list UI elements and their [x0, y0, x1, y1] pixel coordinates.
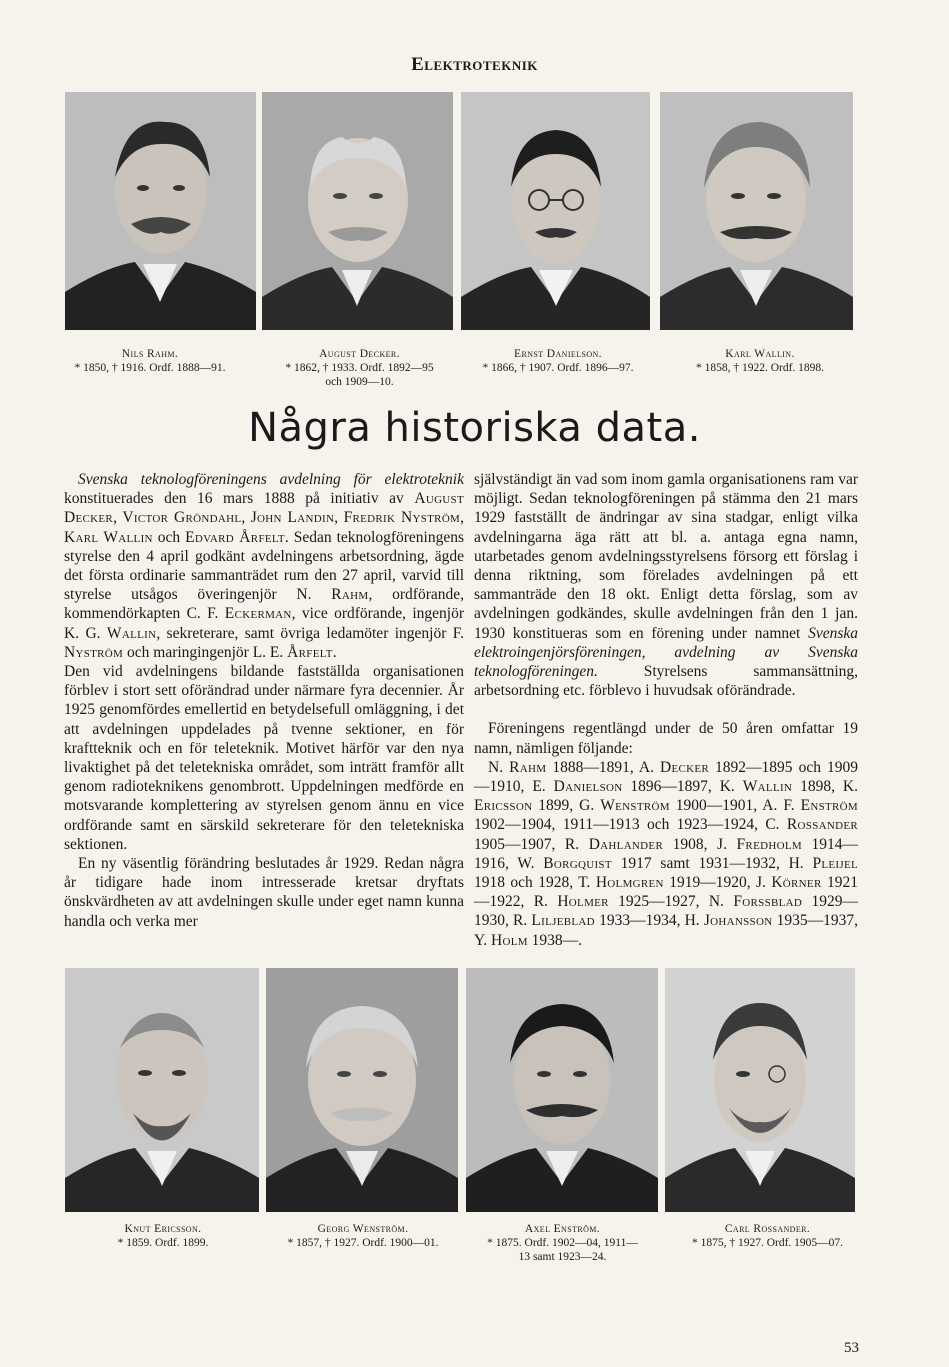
portrait-dates: * 1866, † 1907. Ordf. 1896—97. [482, 362, 634, 374]
man-portrait-icon [466, 968, 658, 1212]
portrait-caption-2 [257, 347, 462, 389]
text-column-right [474, 470, 858, 950]
portrait-dates: * 1875, † 1927. Ordf. 1905—07. [691, 1237, 844, 1249]
paragraph: Den vid avdelningens bildande fastställda organisationen förblev i stort sett oförändrad under närmare fyra decennier. År 1925 genomfördes emellertid en betydelsefull omläggning, i det att avdelningen uppdelades på tvenne sektioner, en för kraftteknik och en för teleteknik. Motivet härför var den nya livaktighet på det teletekniska området, som inträtt framför allt genom radioteknikens genombrott. Uppdelningen medförde en motsvarande komplettering av styrelsen genom ännu en vice ordförande samt en särskild sekreterare för den teletekniska sektionen. [64, 663, 464, 853]
portrait-dates: * 1850, † 1916. Ordf. 1888—91. [74, 362, 226, 374]
portrait-dates: * 1857, † 1927. Ordf. 1900—01. [287, 1237, 439, 1249]
paragraph: Föreningens regentlängd under de 50 åren omfattar 19 namn, nämligen följande: [474, 720, 858, 757]
paragraph: En ny väsentlig förändring beslutades år 1929. Redan några år tidigare hade inom intresserade kretsar dryftats önskvärdheten av att avdelningen skulle under eget namn kunna handla och verka mer [64, 855, 464, 930]
portrait-caption-6 [258, 1222, 468, 1250]
portrait-dates: * 1875. Ordf. 1902—04, 1911— 13 samt 1923—24. [487, 1237, 638, 1263]
portrait-name: Axel Enström. [524, 1223, 601, 1235]
portrait-photo-8 [665, 968, 855, 1212]
portrait-caption-4 [660, 347, 860, 375]
man-portrait-icon [665, 968, 855, 1212]
portrait-dates: * 1862, † 1933. Ordf. 1892—95 och 1909—10. [285, 362, 434, 388]
paragraph: N. Rahm 1888—1891, A. Decker 1892—1895 och 1909—1910, E. Danielson 1896—1897, K. Wallin 1898, K. Ericsson 1899, G. Wenström 1900—1901, A. F. Enström 1902—1904, 1911—1913 och 1923—1924, C. Rossander 1905—1907, R. Dahlander 1908, J. Fredholm 1914—1916, W. Borgquist 1917 samt 1931—1932, H. Pleijel 1918 och 1928, T. Holmgren 1919—1920, J. Körner 1921—1922, R. Holmer 1925—1927, N. Forssblad 1929—1930, R. Liljeblad 1933—1934, H. Johansson 1935—1937, Y. Holm 1938—. [474, 758, 859, 949]
portrait-caption-5 [58, 1222, 268, 1250]
portrait-name: Karl Wallin. [725, 348, 795, 360]
paragraph: självständigt än vad som inom gamla organisationens ram var möjligt. Sedan teknologföreningen på stämma den 21 mars 1929 fastställt de ändringar av sina stadgar, enligt vilka avdelningarna äga rätt att bl. a. antaga egna namn, utarbetades genom avdelningsstyrelsens försorg ett förslag i denna riktning, som förelades avdelningen på ett sammanträde den 18 okt. Enligt detta förslag, som av avdelningen godkändes, skulle avdelningen från den 1 jan. 1930 konstitueras som en förening under namnet Svenska elektroingenjörsföreningen, avdelning av Svenska teknologföreningen. Styrelsens sammansättning, arbetsordning etc. förblevo i huvudsak oförändrade. [474, 471, 858, 700]
portrait-photo-7 [466, 968, 658, 1212]
portrait-photo-6 [266, 968, 458, 1212]
portrait-caption-8 [660, 1222, 875, 1250]
portrait-dates: * 1858, † 1922. Ordf. 1898. [695, 362, 825, 374]
page-number: 53 [844, 1340, 859, 1356]
portrait-caption-1 [40, 347, 260, 375]
man-portrait-icon [65, 92, 256, 330]
portrait-photo-1 [65, 92, 256, 330]
portrait-photo-2 [262, 92, 453, 330]
portrait-name: Nils Rahm. [121, 348, 179, 360]
portrait-name: Ernst Danielson. [514, 348, 602, 360]
page-title: Några historiska data. [248, 405, 701, 451]
portrait-photo-3 [461, 92, 650, 330]
man-portrait-icon [65, 968, 259, 1212]
portrait-photo-4 [660, 92, 853, 330]
portrait-photo-5 [65, 968, 259, 1212]
portrait-caption-7 [460, 1222, 665, 1264]
portrait-name: August Decker. [319, 348, 400, 360]
man-portrait-icon [461, 92, 650, 330]
man-portrait-icon [660, 92, 853, 330]
portrait-name: Knut Ericsson. [124, 1223, 202, 1235]
portrait-caption-3 [458, 347, 658, 375]
man-portrait-icon [262, 92, 453, 330]
man-portrait-icon [266, 968, 458, 1212]
portrait-name: Carl Rossander. [724, 1223, 811, 1235]
text-column-left [64, 470, 464, 931]
running-head: Elektroteknik [411, 54, 538, 75]
paragraph: Svenska teknologföreningens avdelning för elektroteknik konstituerades den 16 mars 1888 på initiativ av August Decker, Victor Gröndahl, John Landin, Fredrik Nyström, Karl Wallin och Edvard Årfelt. Sedan teknologföreningens styrelse den 4 april godkänt avdelningens arbetsordning, ägde det första ordinarie sammanträdet rum den 27 april, varvid till styrelse utsågos överingenjör N. Rahm, ordförande, kommendörkapten C. F. Eckerman, vice ordförande, ingenjör K. G. Wallin, sekreterare, samt övriga ledamöter ingenjör F. Nyström och maringingenjör L. E. Årfelt. [64, 471, 465, 661]
portrait-dates: * 1859. Ordf. 1899. [117, 1237, 209, 1249]
portrait-name: Georg Wenström. [317, 1223, 409, 1235]
